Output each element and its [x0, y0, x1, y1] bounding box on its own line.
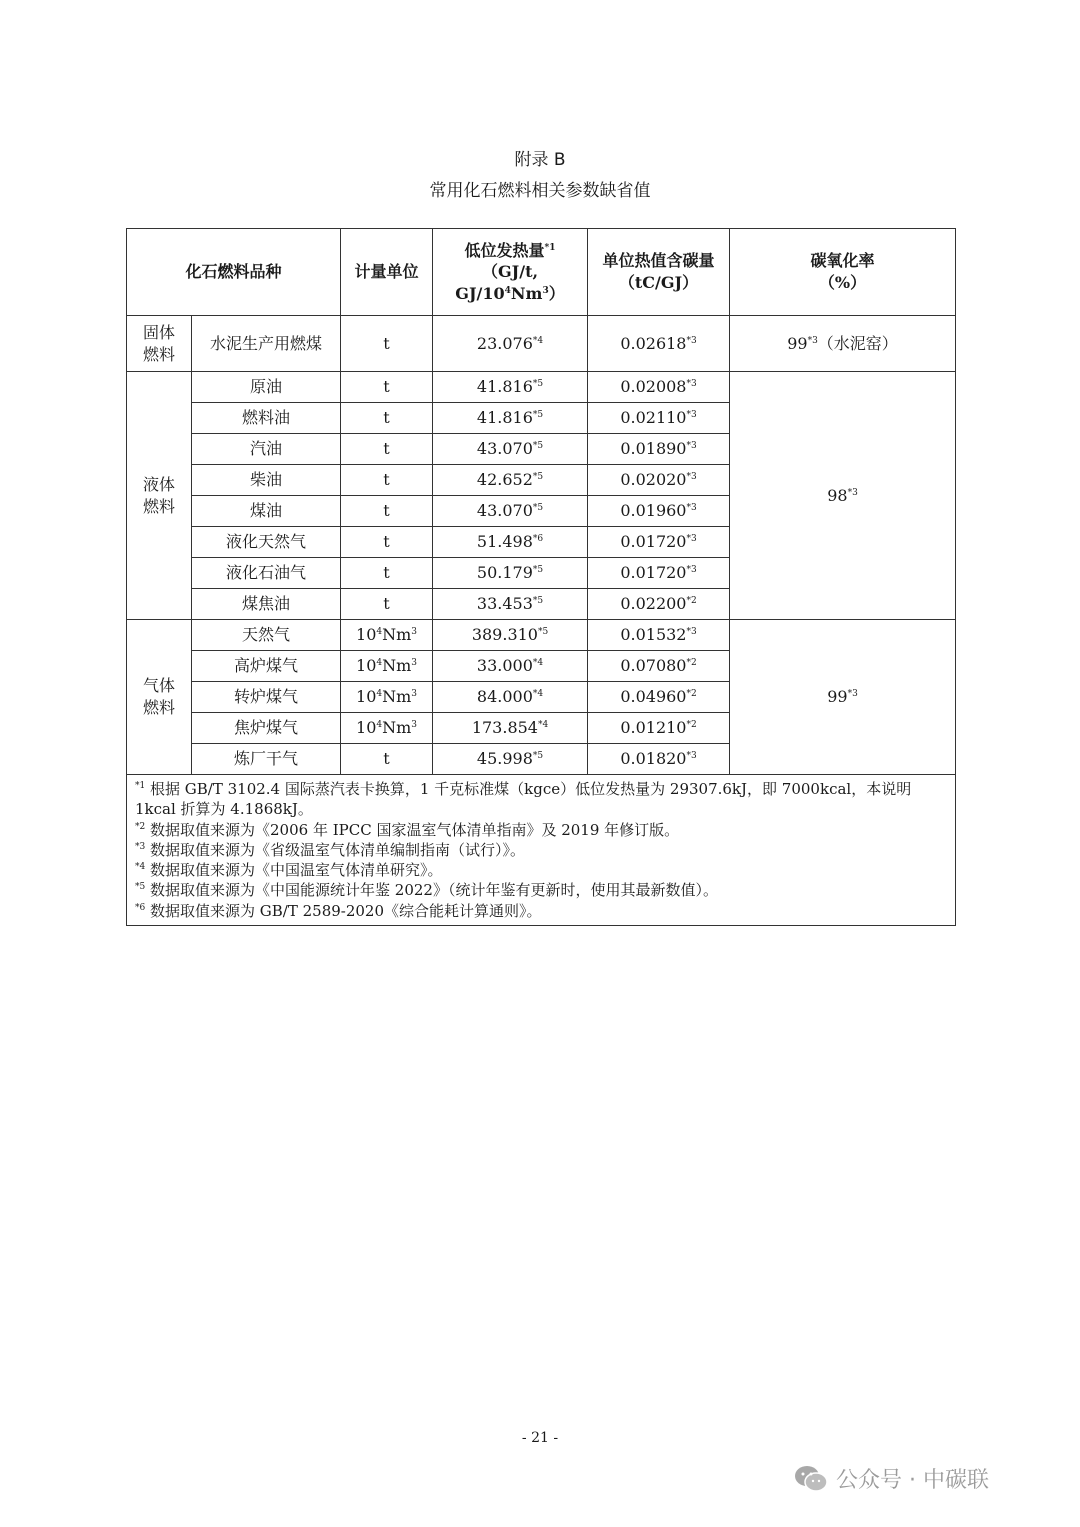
carbon-cell: 0.07080$^{*2}$ — [588, 651, 730, 682]
header-unit: 计量单位 — [341, 229, 433, 316]
table-row — [127, 316, 956, 372]
carbon-cell: 0.02008$^{*3}$ — [588, 372, 730, 403]
unit-cell: t — [341, 558, 433, 589]
ncv-cell: 41.816$^{*5}$ — [433, 403, 588, 434]
page-title: 常用化石燃料相关参数缺省值 — [429, 181, 651, 201]
fuel-name: 高炉煤气 — [192, 651, 341, 682]
unit-cell: t — [341, 372, 433, 403]
unit-cell: $10^4Nm^3$ — [341, 682, 433, 713]
oxidation-solid: 99$^{*3}$（水泥窑） — [730, 316, 956, 372]
footnote: $^{*3}$ 数据取值来源为《省级温室气体清单编制指南（试行）》。 — [135, 840, 526, 859]
unit-cell: t — [341, 465, 433, 496]
table-notes-row — [127, 775, 956, 926]
unit-cell: t — [341, 589, 433, 620]
group-label-solid: 固体 燃料 — [127, 316, 192, 372]
unit-cell: t — [341, 434, 433, 465]
fuel-name: 炼厂干气 — [192, 744, 341, 775]
unit-cell: t — [341, 316, 433, 372]
fuel-name: 液化石油气 — [192, 558, 341, 589]
ncv-cell: 51.498$^{*6}$ — [433, 527, 588, 558]
ncv-cell: 50.179$^{*5}$ — [433, 558, 588, 589]
unit-cell: $10^4Nm^3$ — [341, 651, 433, 682]
ncv-cell: 42.652$^{*5}$ — [433, 465, 588, 496]
fuel-name: 汽油 — [192, 434, 341, 465]
fuel-name: 天然气 — [192, 620, 341, 651]
footnote: $^{*1}$ 根据 GB/T 3102.4 国际蒸汽表卡换算，1 千克标准煤（kgce）低位发热量为 29307.6kJ，即 7000kcal，本说明 1kcal 折算为 4.1868kJ。 — [135, 780, 912, 819]
fuel-parameter-table — [126, 228, 956, 926]
fuel-name: 焦炉煤气 — [192, 713, 341, 744]
ncv-cell: 41.816$^{*5}$ — [433, 372, 588, 403]
header-category: 化石燃料品种 — [127, 229, 341, 316]
carbon-cell: 0.01720$^{*3}$ — [588, 527, 730, 558]
carbon-cell: 0.02020$^{*3}$ — [588, 465, 730, 496]
ncv-cell: 43.070$^{*5}$ — [433, 434, 588, 465]
carbon-cell: 0.01210$^{*2}$ — [588, 713, 730, 744]
ncv-cell: 33.453$^{*5}$ — [433, 589, 588, 620]
unit-cell: t — [341, 403, 433, 434]
watermark — [794, 1463, 989, 1494]
table-header-row — [127, 229, 956, 316]
footnote: $^{*4}$ 数据取值来源为《中国温室气体清单研究》。 — [135, 861, 443, 879]
fuel-name: 水泥生产用燃煤 — [192, 316, 341, 372]
footnotes — [127, 775, 956, 926]
fuel-name: 燃料油 — [192, 403, 341, 434]
appendix-label: 附录 B — [514, 150, 566, 170]
carbon-cell: 0.01890$^{*3}$ — [588, 434, 730, 465]
unit-cell: $10^4Nm^3$ — [341, 713, 433, 744]
fuel-name: 原油 — [192, 372, 341, 403]
ncv-cell: 84.000$^{*4}$ — [433, 682, 588, 713]
unit-cell: t — [341, 496, 433, 527]
carbon-cell: 0.04960$^{*2}$ — [588, 682, 730, 713]
carbon-cell: 0.02618$^{*3}$ — [588, 316, 730, 372]
ncv-cell: 33.000$^{*4}$ — [433, 651, 588, 682]
ncv-cell: 23.076$^{*4}$ — [433, 316, 588, 372]
carbon-cell: 0.02200$^{*2}$ — [588, 589, 730, 620]
ncv-cell: 173.854$^{*4}$ — [433, 713, 588, 744]
oxidation-gas: 99$^{*3}$ — [730, 620, 956, 775]
table-row — [127, 372, 956, 403]
fuel-name: 煤油 — [192, 496, 341, 527]
ncv-cell: 43.070$^{*5}$ — [433, 496, 588, 527]
ncv-cell: 45.998$^{*5}$ — [433, 744, 588, 775]
ncv-cell: 389.310$^{*5}$ — [433, 620, 588, 651]
fuel-name: 液化天然气 — [192, 527, 341, 558]
fuel-name: 转炉煤气 — [192, 682, 341, 713]
fuel-name: 柴油 — [192, 465, 341, 496]
carbon-cell: 0.01720$^{*3}$ — [588, 558, 730, 589]
watermark-text: 公众号 · 中碳联 — [836, 1468, 989, 1493]
table-row — [127, 620, 956, 651]
unit-cell: $10^4Nm^3$ — [341, 620, 433, 651]
carbon-cell: 0.01820$^{*3}$ — [588, 744, 730, 775]
oxidation-liquid: 98$^{*3}$ — [730, 372, 956, 620]
footnote: $^{*6}$ 数据取值来源为 GB/T 2589-2020《综合能耗计算通则》。 — [135, 901, 542, 920]
group-label-gas: 气体 燃料 — [127, 620, 192, 775]
wechat-icon — [794, 1465, 828, 1493]
page-number: - 21 - — [521, 1430, 559, 1446]
fuel-name: 煤焦油 — [192, 589, 341, 620]
group-label-liquid: 液体 燃料 — [127, 372, 192, 620]
carbon-cell: 0.01960$^{*3}$ — [588, 496, 730, 527]
footnote: $^{*2}$ 数据取值来源为《2006 年 IPCC 国家温室气体清单指南》及 2019 年修订版。 — [135, 820, 680, 839]
carbon-cell: 0.02110$^{*3}$ — [588, 403, 730, 434]
footnote: $^{*5}$ 数据取值来源为《中国能源统计年鉴 2022》（统计年鉴有更新时，使用其最新数值）。 — [135, 881, 718, 900]
header-oxidation-rate: 碳氧化率 （%） — [730, 229, 956, 316]
unit-cell: t — [341, 744, 433, 775]
carbon-cell: 0.01532$^{*3}$ — [588, 620, 730, 651]
header-ncv: 低位发热量$^{*1}$ （GJ/t, $GJ/10^4Nm^3$） — [433, 229, 588, 316]
unit-cell: t — [341, 527, 433, 558]
header-carbon-content: 单位热值含碳量 （tC/GJ） — [588, 229, 730, 316]
